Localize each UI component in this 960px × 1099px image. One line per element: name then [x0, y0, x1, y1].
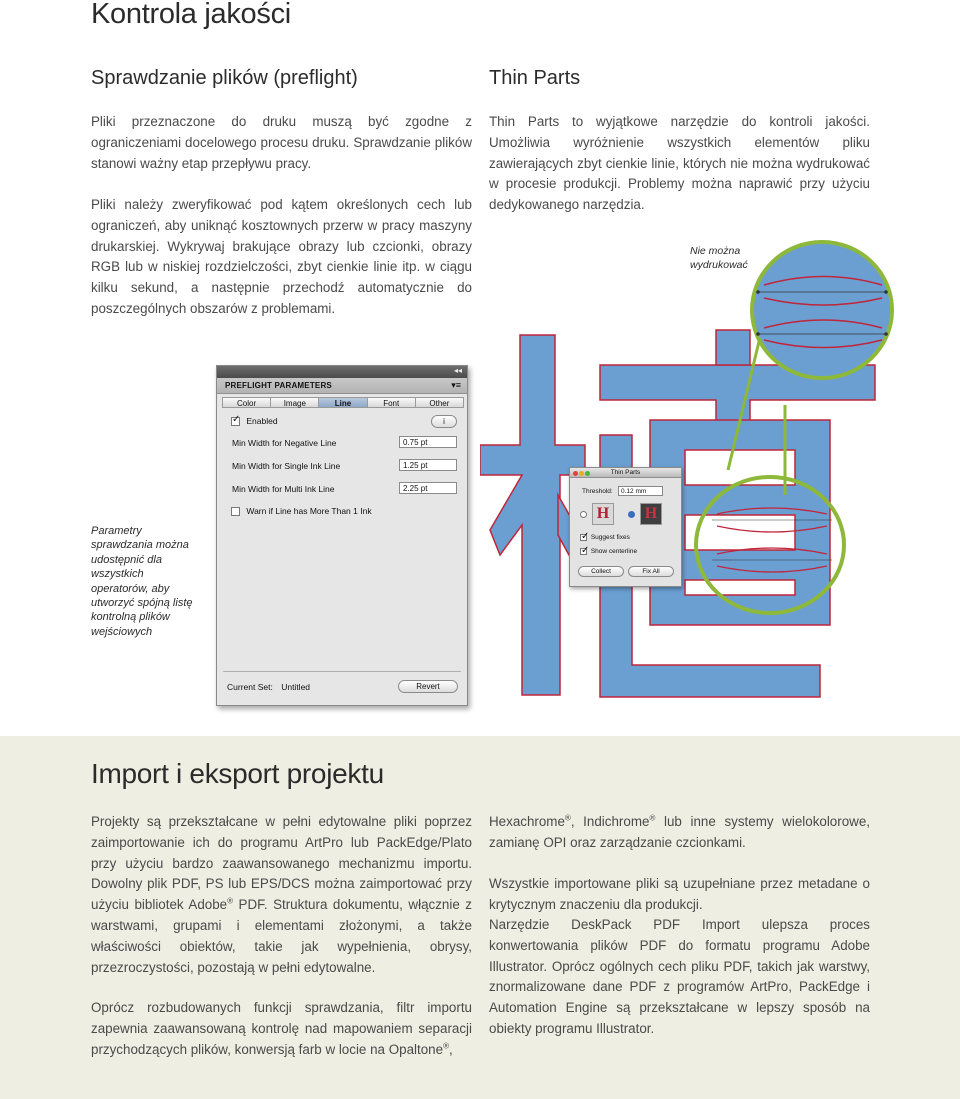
threshold-input[interactable]: 0.12 mm: [618, 486, 663, 496]
info-button[interactable]: i: [431, 415, 457, 428]
import-left-p2-text: Oprócz rozbudowanych funkcji sprawdzania, filtr importu zapewnia zaawansowaną kontrolę nad mapowaniem separacji przychodzących plików, konwersją farb w locie na Opaltone: [91, 1000, 472, 1057]
import-left-p1-end: PDF. Struktura dokumentu, włącznie z warstwami, grupami i elementami złożonymi, a także właściwości obiektów, takie jak wypełnienia, obrysy, przezroczystości, pozostają w pełni edytowalne.: [91, 897, 472, 975]
zoom-detail-small: [702, 484, 842, 614]
suggest-fixes-checkbox[interactable]: [580, 534, 587, 541]
multi-ink-line-input[interactable]: 2.25 pt: [399, 482, 457, 494]
preflight-paragraph-2: Pliki należy zweryfikować pod kątem określonych cech lub ograniczeń, aby uniknąć kosztownych przerw w pracy maszyny drukarskiej. Wykrywaj brakujące obrazy lub czcionki, obrazy RGB lub w niskiej rozdzielczości, zbyt cienkie linie itp. w ciągu kilku sekund, a następnie przechodź automatycznie do poszczególnych obszarów z problemami.: [91, 197, 472, 316]
import-right-paragraph-2: Wszystkie importowane pliki są uzupełniane przez metadane o krytycznym znaczeniu dla produkcji.: [489, 876, 870, 912]
import-left-p1-text: Projekty są przekształcane w pełni edytowalne pliki poprzez zaimportowanie ich do programu ArtPro lub PackEdge/Plato przy użyciu bardzo zaawansowanego mechanizmu importu. Dowolny plik PDF, PS lub EPS/DCS można zaimportować przy użyciu bibliotek Adobe: [91, 814, 472, 913]
outline-preview-icon: H: [592, 503, 614, 525]
radio-outline[interactable]: [580, 511, 587, 518]
parameters-caption: Parametry sprawdzania można udostępnić dla wszystkich operatorów, aby utworzyć spójną listę kontrolną plików wejściowych: [91, 525, 193, 638]
preflight-heading: Sprawdzanie plików (preflight): [91, 67, 358, 89]
single-ink-line-label: Min Width for Single Ink Line: [232, 461, 341, 471]
registered-mark: ®: [227, 896, 234, 906]
import-left-paragraph-1: [91, 812, 472, 978]
hexachrome-text: Hexachrome: [489, 814, 565, 829]
page-title: Kontrola jakości: [91, 0, 291, 30]
tab-other[interactable]: Other: [416, 397, 464, 408]
threshold-label: Threshold:: [582, 488, 613, 495]
current-set-value: Untitled: [281, 682, 311, 692]
suggest-fixes-row: [580, 534, 630, 541]
thinparts-paragraph: Thin Parts to wyjątkowe narzędzie do kontroli jakości. Umożliwia wyróżnienie wszystkich elementów pliku zawierających zbyt cienkie linie, których nie można wydrukować w procesie produkcji. Problemy można naprawić przy użyciu dedykowanego narzędzia.: [489, 114, 870, 213]
import-left-p2-end: ,: [448, 1041, 453, 1057]
current-set: [227, 682, 310, 692]
minimize-icon[interactable]: [579, 471, 584, 476]
enabled-checkbox[interactable]: [231, 417, 240, 426]
dialog-tabs: [222, 397, 464, 408]
collapse-icon[interactable]: ◂◂: [453, 366, 462, 375]
registered-mark: ®: [649, 813, 656, 823]
revert-button[interactable]: Revert: [398, 680, 458, 693]
indichrome-text: , Indichrome: [570, 814, 650, 829]
warn-row: [231, 506, 372, 516]
tab-image[interactable]: Image: [271, 397, 319, 408]
radio-fill[interactable]: [628, 511, 635, 518]
tab-color[interactable]: Color: [222, 397, 271, 408]
thinparts-heading: Thin Parts: [489, 67, 581, 89]
suggest-fixes-label: Suggest fixes: [590, 534, 630, 542]
panel-menu-icon[interactable]: ▾≡: [451, 380, 461, 390]
import-right-paragraph-3: Narzędzie DeskPack PDF Import ulepsza proces konwertowania plików PDF do formatu programu Adobe Illustrator. Oprócz ogólnych cech pliku PDF, takich jak warstwy, znormalizowane dane PDF z programów ArtPro, PackEdge i Automation Engine są przekształcane w lepszy sposób na obiekty programu Illustrator.: [489, 917, 870, 1036]
negative-line-input[interactable]: 0.75 pt: [399, 436, 457, 448]
preflight-parameters-dialog: [216, 365, 468, 706]
divider: [223, 671, 461, 672]
fill-preview-icon: H: [640, 503, 662, 525]
zoom-icon[interactable]: [585, 471, 590, 476]
fix-all-button[interactable]: Fix All: [628, 566, 674, 577]
tab-line[interactable]: Line: [319, 397, 367, 408]
import-heading: Import i eksport projektu: [91, 758, 384, 789]
enabled-row: [231, 416, 278, 426]
registered-mark: ®: [564, 813, 571, 823]
dialog-title: PREFLIGHT PARAMETERS: [225, 381, 332, 390]
tab-font[interactable]: Font: [368, 397, 416, 408]
centerline-label: Show centerline: [590, 548, 638, 556]
import-right-paragraph-1: [489, 812, 870, 854]
warn-label: Warn if Line has More Than 1 Ink: [246, 506, 372, 516]
centerline-checkbox[interactable]: [580, 548, 587, 555]
collect-button[interactable]: Collect: [578, 566, 624, 577]
single-ink-line-input[interactable]: 1.25 pt: [399, 459, 457, 471]
preflight-paragraph-1: Pliki przeznaczone do druku muszą być zgodne z ograniczeniami docelowego procesu druku. Sprawdzanie plików stanowi ważny etap przepływu pracy.: [91, 114, 472, 171]
import-left-paragraph-2: [91, 998, 472, 1060]
negative-line-label: Min Width for Negative Line: [232, 438, 337, 448]
warn-checkbox[interactable]: [231, 507, 240, 516]
cannot-print-callout: Nie można wydrukować: [690, 245, 748, 272]
current-set-label: Current Set:: [227, 682, 273, 692]
multi-ink-line-label: Min Width for Multi Ink Line: [232, 484, 335, 494]
thin-parts-title: Thin Parts: [610, 469, 641, 476]
centerline-row: [580, 548, 637, 555]
close-icon[interactable]: [573, 471, 578, 476]
registered-mark: ®: [443, 1041, 449, 1051]
window-controls: [573, 470, 591, 480]
import-right-p1-end: lub inne systemy wielokolorowe, zamianę OPI oraz zarządzanie czcionkami.: [489, 814, 871, 850]
thin-parts-dialog: [569, 467, 682, 587]
enabled-label: Enabled: [246, 416, 278, 426]
